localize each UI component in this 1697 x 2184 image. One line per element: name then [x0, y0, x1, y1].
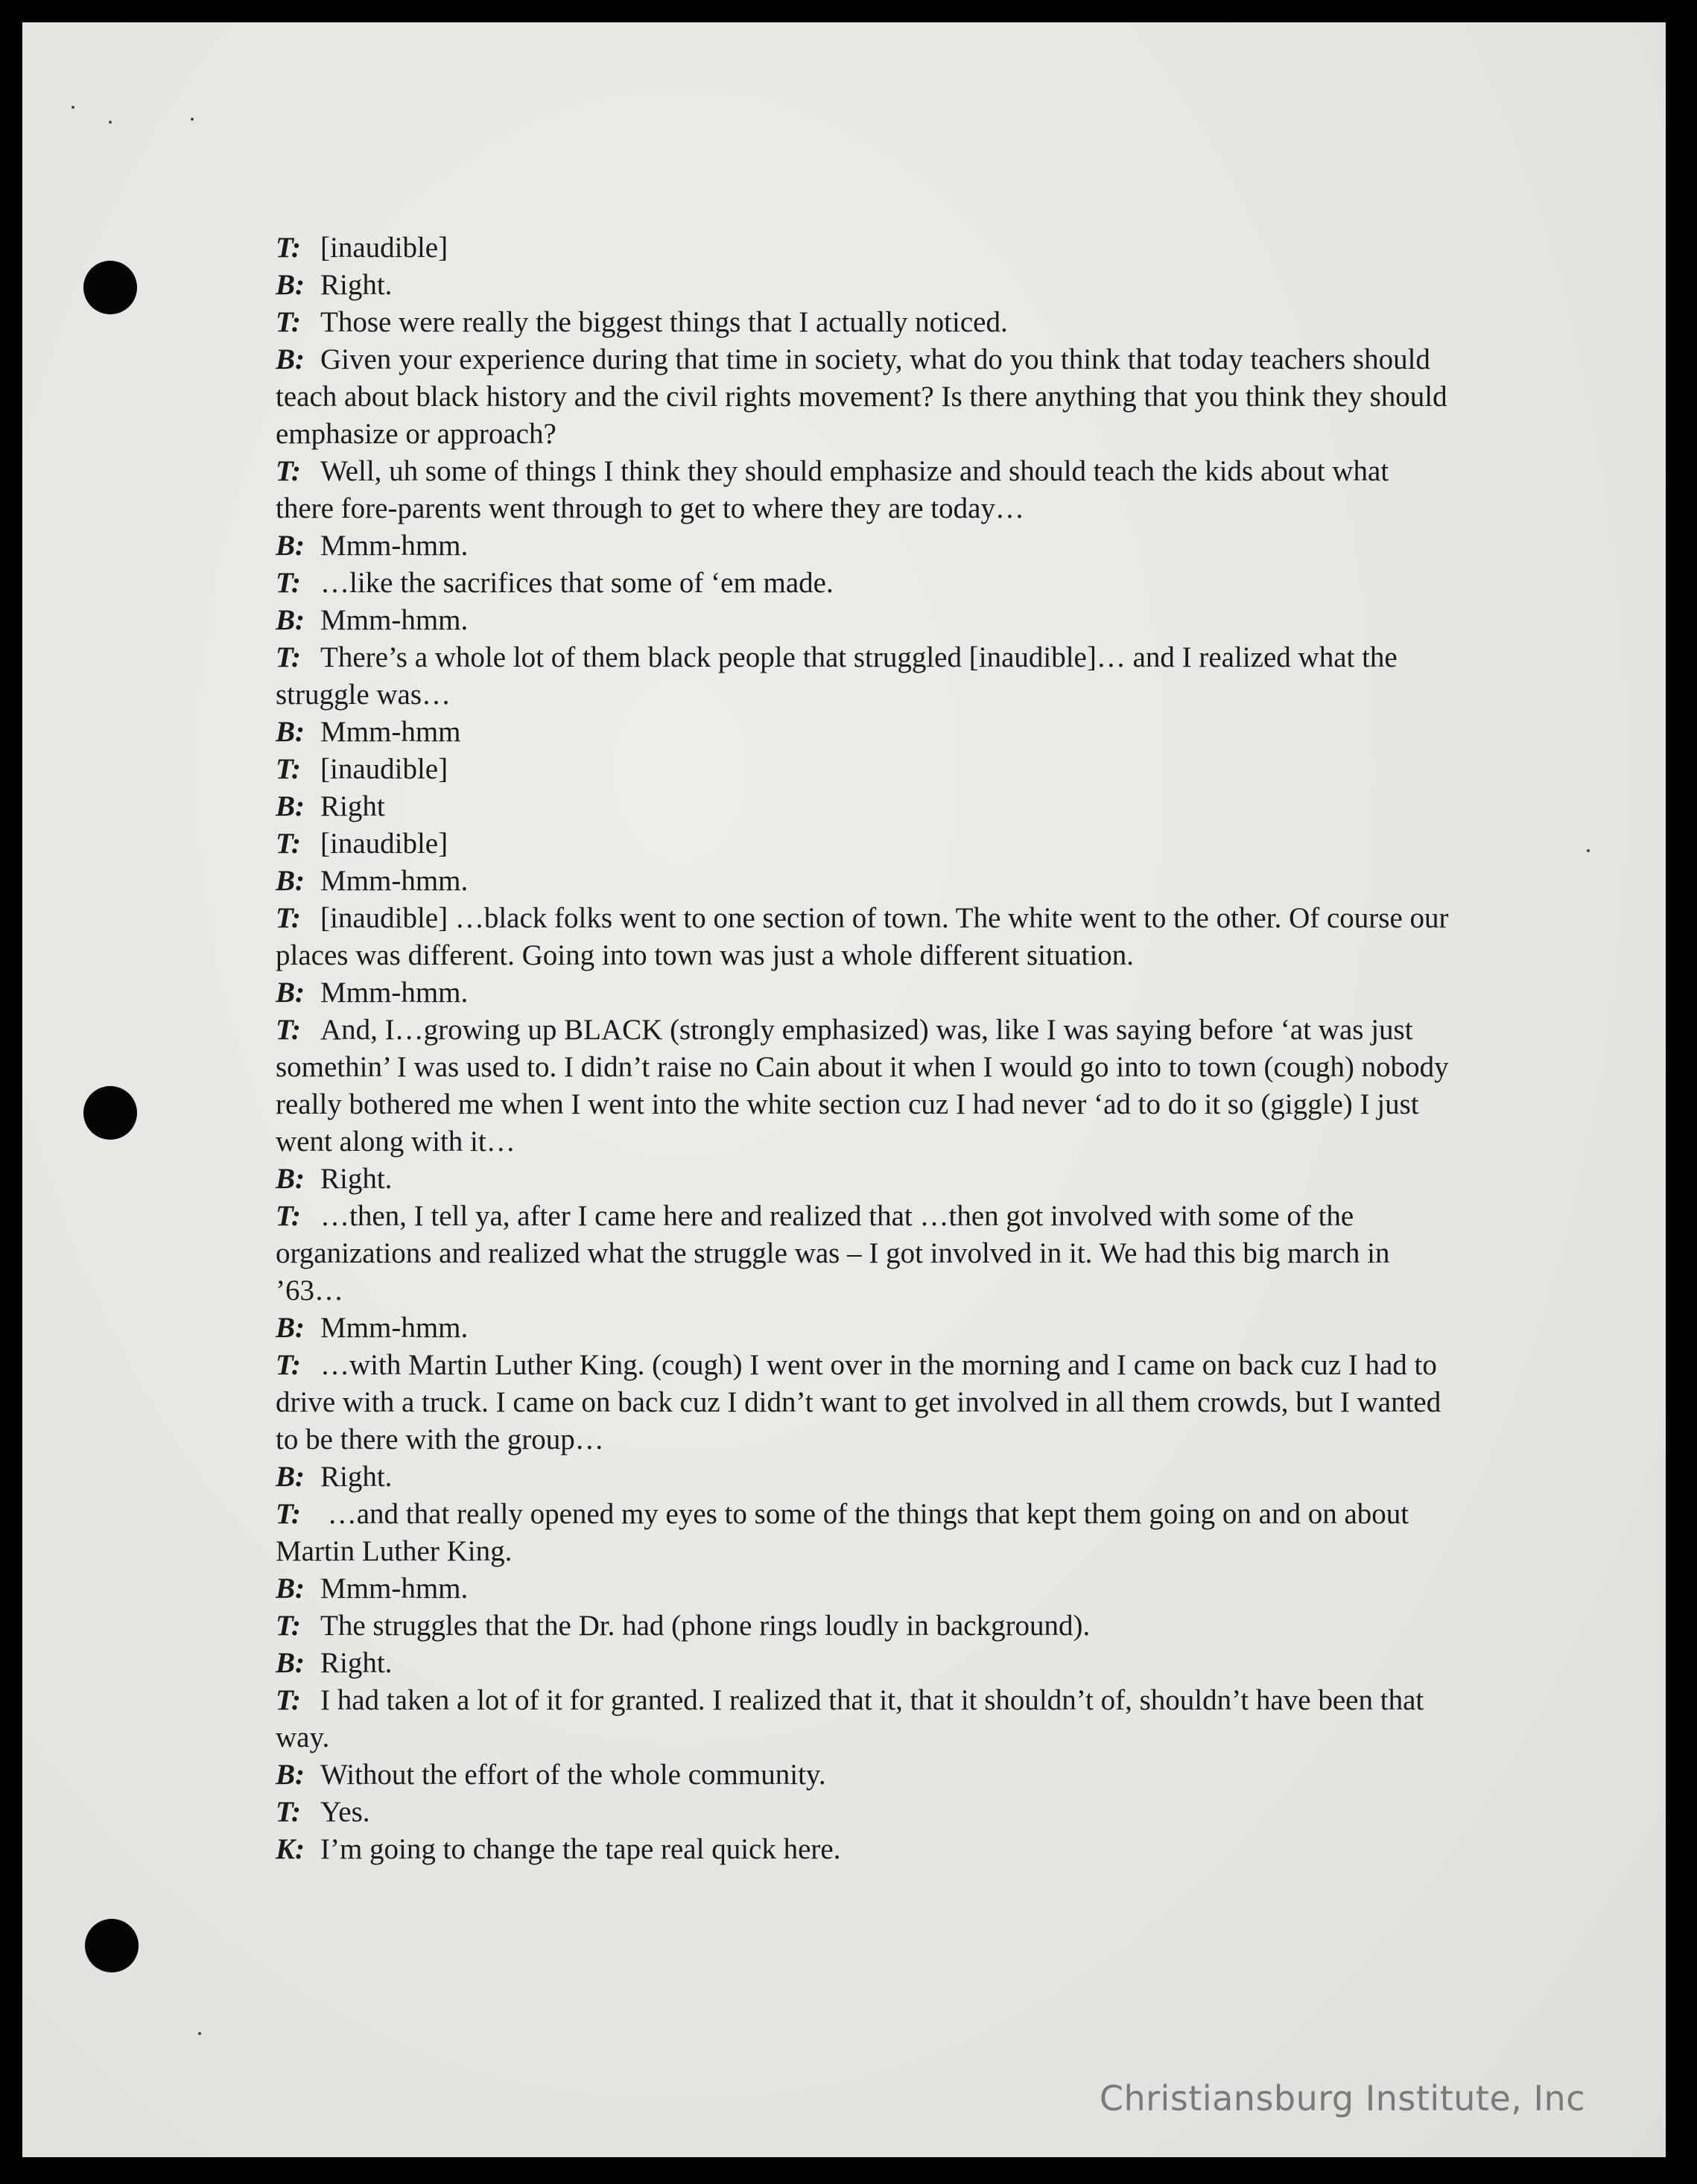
speaker-label: B:: [276, 1572, 305, 1604]
speaker-label: B:: [276, 865, 305, 897]
speaker-label: B:: [276, 977, 305, 1009]
transcript-line: [276, 863, 1453, 900]
transcript-line: [276, 1198, 1453, 1310]
transcript-line: [276, 1347, 1453, 1458]
transcript-line: [276, 341, 1453, 453]
transcript-line: [276, 304, 1453, 341]
speaker-label: T:: [276, 1610, 301, 1642]
transcript-line: [276, 527, 1453, 565]
utterance-text: I’m going to change the tape real quick here.: [320, 1833, 841, 1865]
utterance-text: The struggles that the Dr. had (phone rings loudly in background).: [320, 1610, 1091, 1642]
utterance-text: Mmm-hmm.: [320, 865, 469, 897]
transcript-line: [276, 1458, 1453, 1496]
transcript-line: [276, 974, 1453, 1012]
utterance-text: Yes.: [320, 1796, 370, 1828]
speaker-label: B:: [276, 1647, 305, 1679]
utterance-text: Right.: [320, 269, 393, 301]
transcript-line: [276, 639, 1453, 714]
paper-speck: [191, 118, 194, 121]
transcript-line: [276, 1607, 1453, 1645]
punch-hole: [83, 261, 137, 314]
utterance-text: [inaudible]: [320, 753, 448, 785]
speaker-label: T:: [276, 1498, 301, 1530]
utterance-text: Those were really the biggest things that I actually noticed.: [320, 306, 1008, 338]
speaker-label: B:: [276, 269, 305, 301]
utterance-text: Mmm-hmm.: [320, 1312, 469, 1344]
paper-page: [22, 22, 1666, 2157]
utterance-text: Mmm-hmm.: [320, 604, 469, 636]
utterance-text: …like the sacrifices that some of ‘em made.: [320, 567, 834, 599]
speaker-label: B:: [276, 716, 305, 748]
transcript-line: [276, 825, 1453, 863]
transcript-line: [276, 1570, 1453, 1607]
speaker-label: T:: [276, 828, 301, 860]
speaker-label: T:: [276, 1014, 301, 1046]
utterance-text: Right.: [320, 1461, 393, 1493]
transcript-line: [276, 1645, 1453, 1682]
utterance-text: Mmm-hmm.: [320, 530, 469, 562]
utterance-text: Without the effort of the whole community.: [320, 1759, 826, 1791]
utterance-text: [inaudible]: [320, 828, 448, 860]
utterance-text: Mmm-hmm.: [320, 1572, 469, 1604]
speaker-label: T:: [276, 455, 301, 487]
utterance-text: I had taken a lot of it for granted. I realized that it, that it shouldn’t of, shouldn’t have been that way.: [276, 1684, 1424, 1753]
speaker-label: B:: [276, 1461, 305, 1493]
utterance-text: Right.: [320, 1647, 393, 1679]
paper-speck: [198, 2032, 201, 2035]
punch-hole: [85, 1919, 139, 1972]
speaker-label: B:: [276, 1759, 305, 1791]
transcript-line: [276, 1682, 1453, 1756]
paper-speck: [1587, 849, 1590, 852]
transcript-line: [276, 1794, 1453, 1831]
transcript-line: [276, 565, 1453, 602]
speaker-label: B:: [276, 790, 305, 822]
utterance-text: [inaudible] …black folks went to one section of town. The white went to the other. Of course our places was different. Going into town was just a whole different situation.: [276, 902, 1449, 971]
utterance-text: Mmm-hmm.: [320, 977, 469, 1009]
utterance-text: [inaudible]: [320, 232, 448, 264]
speaker-label: T:: [276, 641, 301, 673]
paper-speck: [72, 106, 74, 109]
speaker-label: B:: [276, 530, 305, 562]
utterance-text: Mmm-hmm: [320, 716, 461, 748]
transcript-line: [276, 1756, 1453, 1794]
transcript-line: [276, 788, 1453, 825]
utterance-text: Given your experience during that time in society, what do you think that today teachers should teach about black history and the civil rights movement? Is there anything that you think they should emphasize or approach?: [276, 343, 1447, 450]
paper-speck: [109, 121, 112, 124]
transcript-line: [276, 229, 1453, 267]
speaker-label: T:: [276, 1796, 301, 1828]
speaker-label: T:: [276, 1684, 301, 1716]
speaker-label: B:: [276, 1312, 305, 1344]
transcript-line: [276, 1012, 1453, 1161]
speaker-label: T:: [276, 232, 301, 264]
transcript-line: [276, 714, 1453, 751]
speaker-label: T:: [276, 1349, 301, 1381]
transcript-line: [276, 453, 1453, 527]
speaker-label: K:: [276, 1833, 305, 1865]
speaker-label: T:: [276, 753, 301, 785]
interview-transcript: [276, 229, 1453, 1868]
utterance-text: Right: [320, 790, 385, 822]
transcript-line: [276, 1310, 1453, 1347]
speaker-label: B:: [276, 604, 305, 636]
utterance-text: …with Martin Luther King. (cough) I went over in the morning and I came on back cuz I had to drive with a truck. I came on back cuz I didn’t want to get involved in all them crowds, but I wanted to be there with the group…: [276, 1349, 1441, 1456]
speaker-label: T:: [276, 306, 301, 338]
utterance-text: And, I…growing up BLACK (strongly emphasized) was, like I was saying before ‘at was just somethin’ I was used to. I didn’t raise no Cain about it when I would go into to town (cough) nobody really bothered me when I went into the white section cuz I had never ‘ad to do it so (giggle) I just went along with it…: [276, 1014, 1449, 1158]
transcript-line: [276, 751, 1453, 788]
speaker-label: B:: [276, 343, 305, 375]
utterance-text: …then, I tell ya, after I came here and realized that …then got involved with some of the organizations and realized what the struggle was – I got involved in it. We had this big march in ’63…: [276, 1200, 1390, 1307]
utterance-text: Well, uh some of things I think they should emphasize and should teach the kids about what there fore-parents went through to get to where they are today…: [276, 455, 1389, 524]
punch-hole: [83, 1086, 137, 1140]
speaker-label: T:: [276, 567, 301, 599]
transcript-line: [276, 1161, 1453, 1198]
watermark-text: Christiansburg Institute, Inc: [1099, 2078, 1585, 2118]
transcript-line: [276, 900, 1453, 974]
utterance-text: …and that really opened my eyes to some of the things that kept them going on and on about Martin Luther King.: [276, 1498, 1409, 1567]
transcript-line: [276, 1496, 1453, 1570]
speaker-label: B:: [276, 1163, 305, 1195]
speaker-label: T:: [276, 902, 301, 934]
speaker-label: T:: [276, 1200, 301, 1232]
utterance-text: Right.: [320, 1163, 393, 1195]
transcript-line: [276, 602, 1453, 639]
utterance-text: There’s a whole lot of them black people that struggled [inaudible]… and I realized what the struggle was…: [276, 641, 1398, 711]
transcript-line: [276, 1831, 1453, 1868]
transcript-line: [276, 267, 1453, 304]
